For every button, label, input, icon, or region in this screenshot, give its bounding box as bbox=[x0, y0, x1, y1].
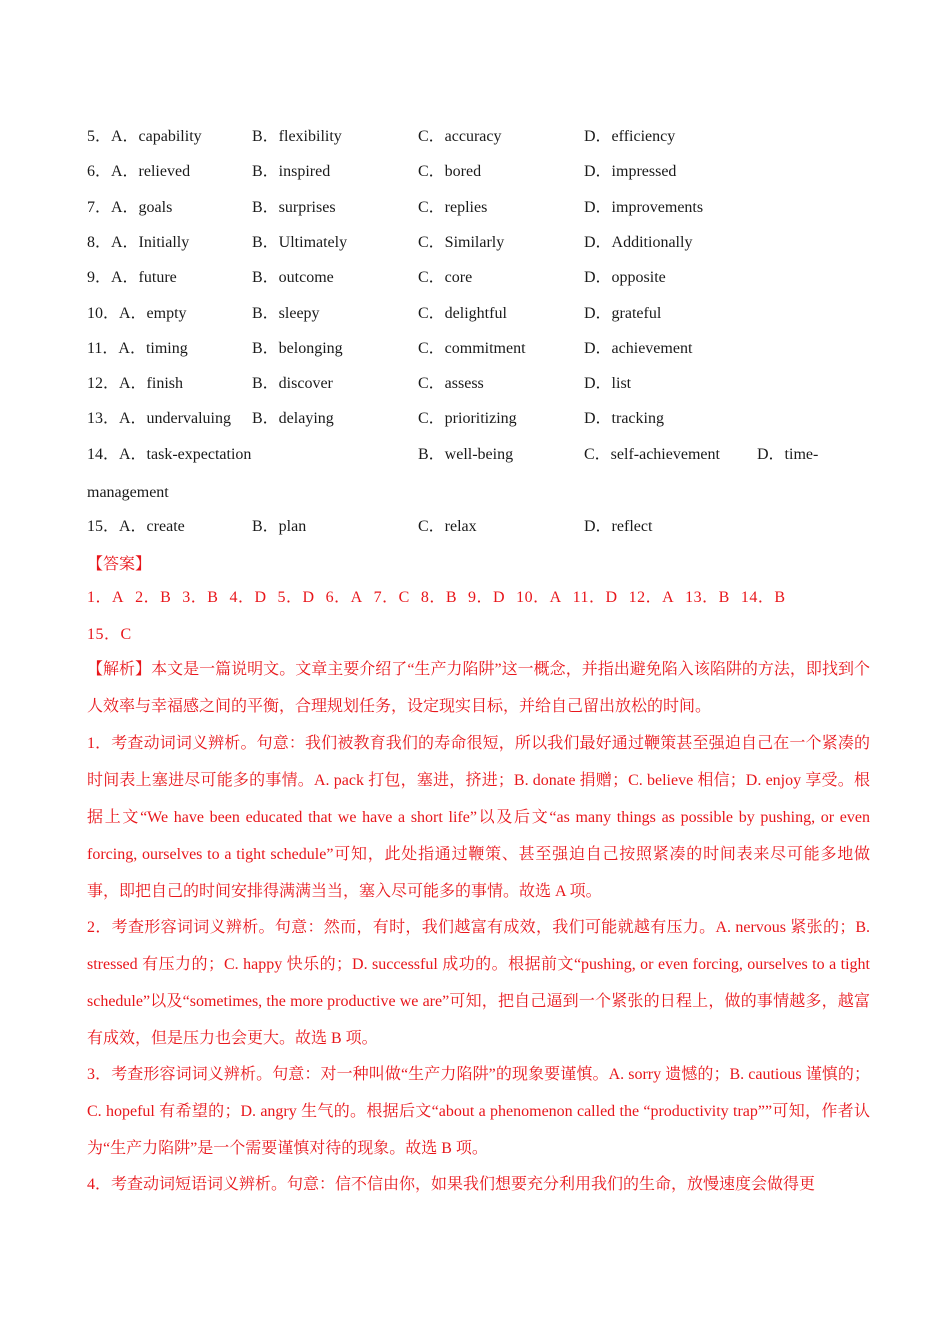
q15-option-a: 15．A．create bbox=[87, 518, 185, 535]
option-a: 10．A．empty bbox=[87, 305, 187, 322]
option-a: 6．A．relieved bbox=[87, 163, 191, 180]
q15-option-d: D．reflect bbox=[584, 518, 653, 535]
answer-item: 15．C bbox=[87, 626, 132, 643]
question-row bbox=[87, 125, 877, 149]
option-c: C．bored bbox=[418, 163, 482, 180]
option-a: 8．A．Initially bbox=[87, 234, 190, 251]
analysis-item-3: 3．考查形容词词义辨析。句意：对一种叫做“生产力陷阱”的现象要谨慎。A. sorry 遗憾的；B. cautious 谨慎的；C. hopeful 有希望的；D. angry 生气的。根据后文“about a phenomenon called the “productivity trap””可知，作者认为“生产力陷阱”是一个需要谨慎对待的现象。故选 B 项。 bbox=[87, 1066, 870, 1157]
question-14-row bbox=[87, 443, 877, 467]
question-row bbox=[87, 231, 877, 255]
question-15-row bbox=[87, 515, 877, 539]
answer-item: 12．A bbox=[628, 589, 675, 606]
option-b: B．discover bbox=[252, 375, 333, 392]
analysis-intro: 【解析】本文是一篇说明文。文章主要介绍了“生产力陷阱”这一概念，并指出避免陷入该陷阱的方法，即找到个人效率与幸福感之间的平衡，合理规划任务，设定现实目标，并给自己留出放松的时间。 bbox=[87, 661, 870, 715]
option-a: 13．A．undervaluing bbox=[87, 410, 231, 427]
answer-item: 2．B bbox=[135, 589, 172, 606]
option-c: C．delightful bbox=[418, 305, 507, 322]
answer-item: 9．D bbox=[468, 589, 506, 606]
option-b: B．Ultimately bbox=[252, 234, 348, 251]
option-a: 11．A．timing bbox=[87, 340, 188, 357]
option-d: D．efficiency bbox=[584, 128, 676, 145]
option-b: B．belonging bbox=[252, 340, 343, 357]
analysis-item-4: 4．考查动词短语词义辨析。句意：信不信由你，如果我们想要充分利用我们的生命，放慢速度会做得更 bbox=[87, 1176, 816, 1193]
option-b: B．inspired bbox=[252, 163, 331, 180]
option-c: C．accuracy bbox=[418, 128, 502, 145]
q14-option-d-continuation: management bbox=[87, 484, 169, 501]
option-d: D．list bbox=[584, 375, 632, 392]
question-row bbox=[87, 372, 877, 396]
option-c: C．replies bbox=[418, 199, 488, 216]
answer-item: 8．B bbox=[420, 589, 457, 606]
answer-item: 1．A bbox=[87, 589, 125, 606]
question-row bbox=[87, 266, 877, 290]
answer-item: 3．B bbox=[182, 589, 219, 606]
answer-key-line-2 bbox=[87, 623, 143, 647]
option-a: 7．A．goals bbox=[87, 199, 173, 216]
question-row bbox=[87, 337, 877, 361]
option-b: B．flexibility bbox=[252, 128, 342, 145]
analysis-item-2: 2．考查形容词词义辨析。句意：然而，有时，我们越富有成效，我们可能就越有压力。A. nervous 紧张的；B. stressed 有压力的；C. happy 快乐的；D. successful 成功的。根据前文“pushing, or even forcing, ourselves to a tight schedule”以及“sometimes, the more productive we are”可知，把自己逼到一个紧张的日程上，做的事情越多，越富有成效，但是压力也会更大。故选 B 项。 bbox=[87, 919, 870, 1047]
question-row bbox=[87, 160, 877, 184]
question-row bbox=[87, 302, 877, 326]
option-c: C．prioritizing bbox=[418, 410, 517, 427]
option-c: C．core bbox=[418, 269, 473, 286]
answer-item: 14．B bbox=[740, 589, 786, 606]
q14-option-b: B．well-being bbox=[418, 446, 514, 463]
option-a: 5．A．capability bbox=[87, 128, 202, 145]
q14-option-c: C．self-achievement bbox=[584, 446, 720, 463]
analysis-item-1: 1．考查动词词义辨析。句意：我们被教育我们的寿命很短，所以我们最好通过鞭策甚至强迫自己在一个紧凑的时间表上塞进尽可能多的事情。A. pack 打包，塞进，挤进；B. donate 捐赠；C. believe 相信；D. enjoy 享受。根据上文“We have been educated that we have a short life”以及后文“as many things as possible by pushing, or even forcing, ourselves to a tight schedule”可知，此处指通过鞭策、甚至强迫自己按照紧凑的时间表来尽可能多地做事，即把自己的时间安排得满满当当，塞入尽可能多的事情。故选 A 项。 bbox=[87, 735, 870, 900]
option-a: 12．A．finish bbox=[87, 375, 184, 392]
option-d: D．impressed bbox=[584, 163, 677, 180]
answer-heading: 【答案】 bbox=[87, 556, 152, 573]
q14-option-a: 14．A．task-expectation bbox=[87, 446, 252, 463]
answer-item: 4．D bbox=[229, 589, 267, 606]
option-c: C．commitment bbox=[418, 340, 526, 357]
option-d: D．improvements bbox=[584, 199, 704, 216]
answer-item: 11．D bbox=[572, 589, 618, 606]
question-row bbox=[87, 407, 877, 431]
option-d: D．tracking bbox=[584, 410, 664, 427]
q15-option-c: C．relax bbox=[418, 518, 477, 535]
answer-item: 7．C bbox=[373, 589, 410, 606]
answer-key-line-1 bbox=[87, 586, 797, 610]
option-a: 9．A．future bbox=[87, 269, 177, 286]
option-d: D．achievement bbox=[584, 340, 693, 357]
answer-item: 10．A bbox=[516, 589, 562, 606]
q14-option-d: D．time- bbox=[757, 446, 819, 463]
option-b: B．surprises bbox=[252, 199, 336, 216]
option-c: C．assess bbox=[418, 375, 484, 392]
option-d: D．Additionally bbox=[584, 234, 693, 251]
option-b: B．delaying bbox=[252, 410, 334, 427]
option-b: B．sleepy bbox=[252, 305, 320, 322]
answer-item: 6．A bbox=[325, 589, 363, 606]
option-c: C．Similarly bbox=[418, 234, 505, 251]
answer-item: 5．D bbox=[277, 589, 315, 606]
q15-option-b: B．plan bbox=[252, 518, 307, 535]
option-d: D．opposite bbox=[584, 269, 666, 286]
option-d: D．grateful bbox=[584, 305, 662, 322]
question-row bbox=[87, 196, 877, 220]
answer-item: 13．B bbox=[685, 589, 730, 606]
option-b: B．outcome bbox=[252, 269, 334, 286]
